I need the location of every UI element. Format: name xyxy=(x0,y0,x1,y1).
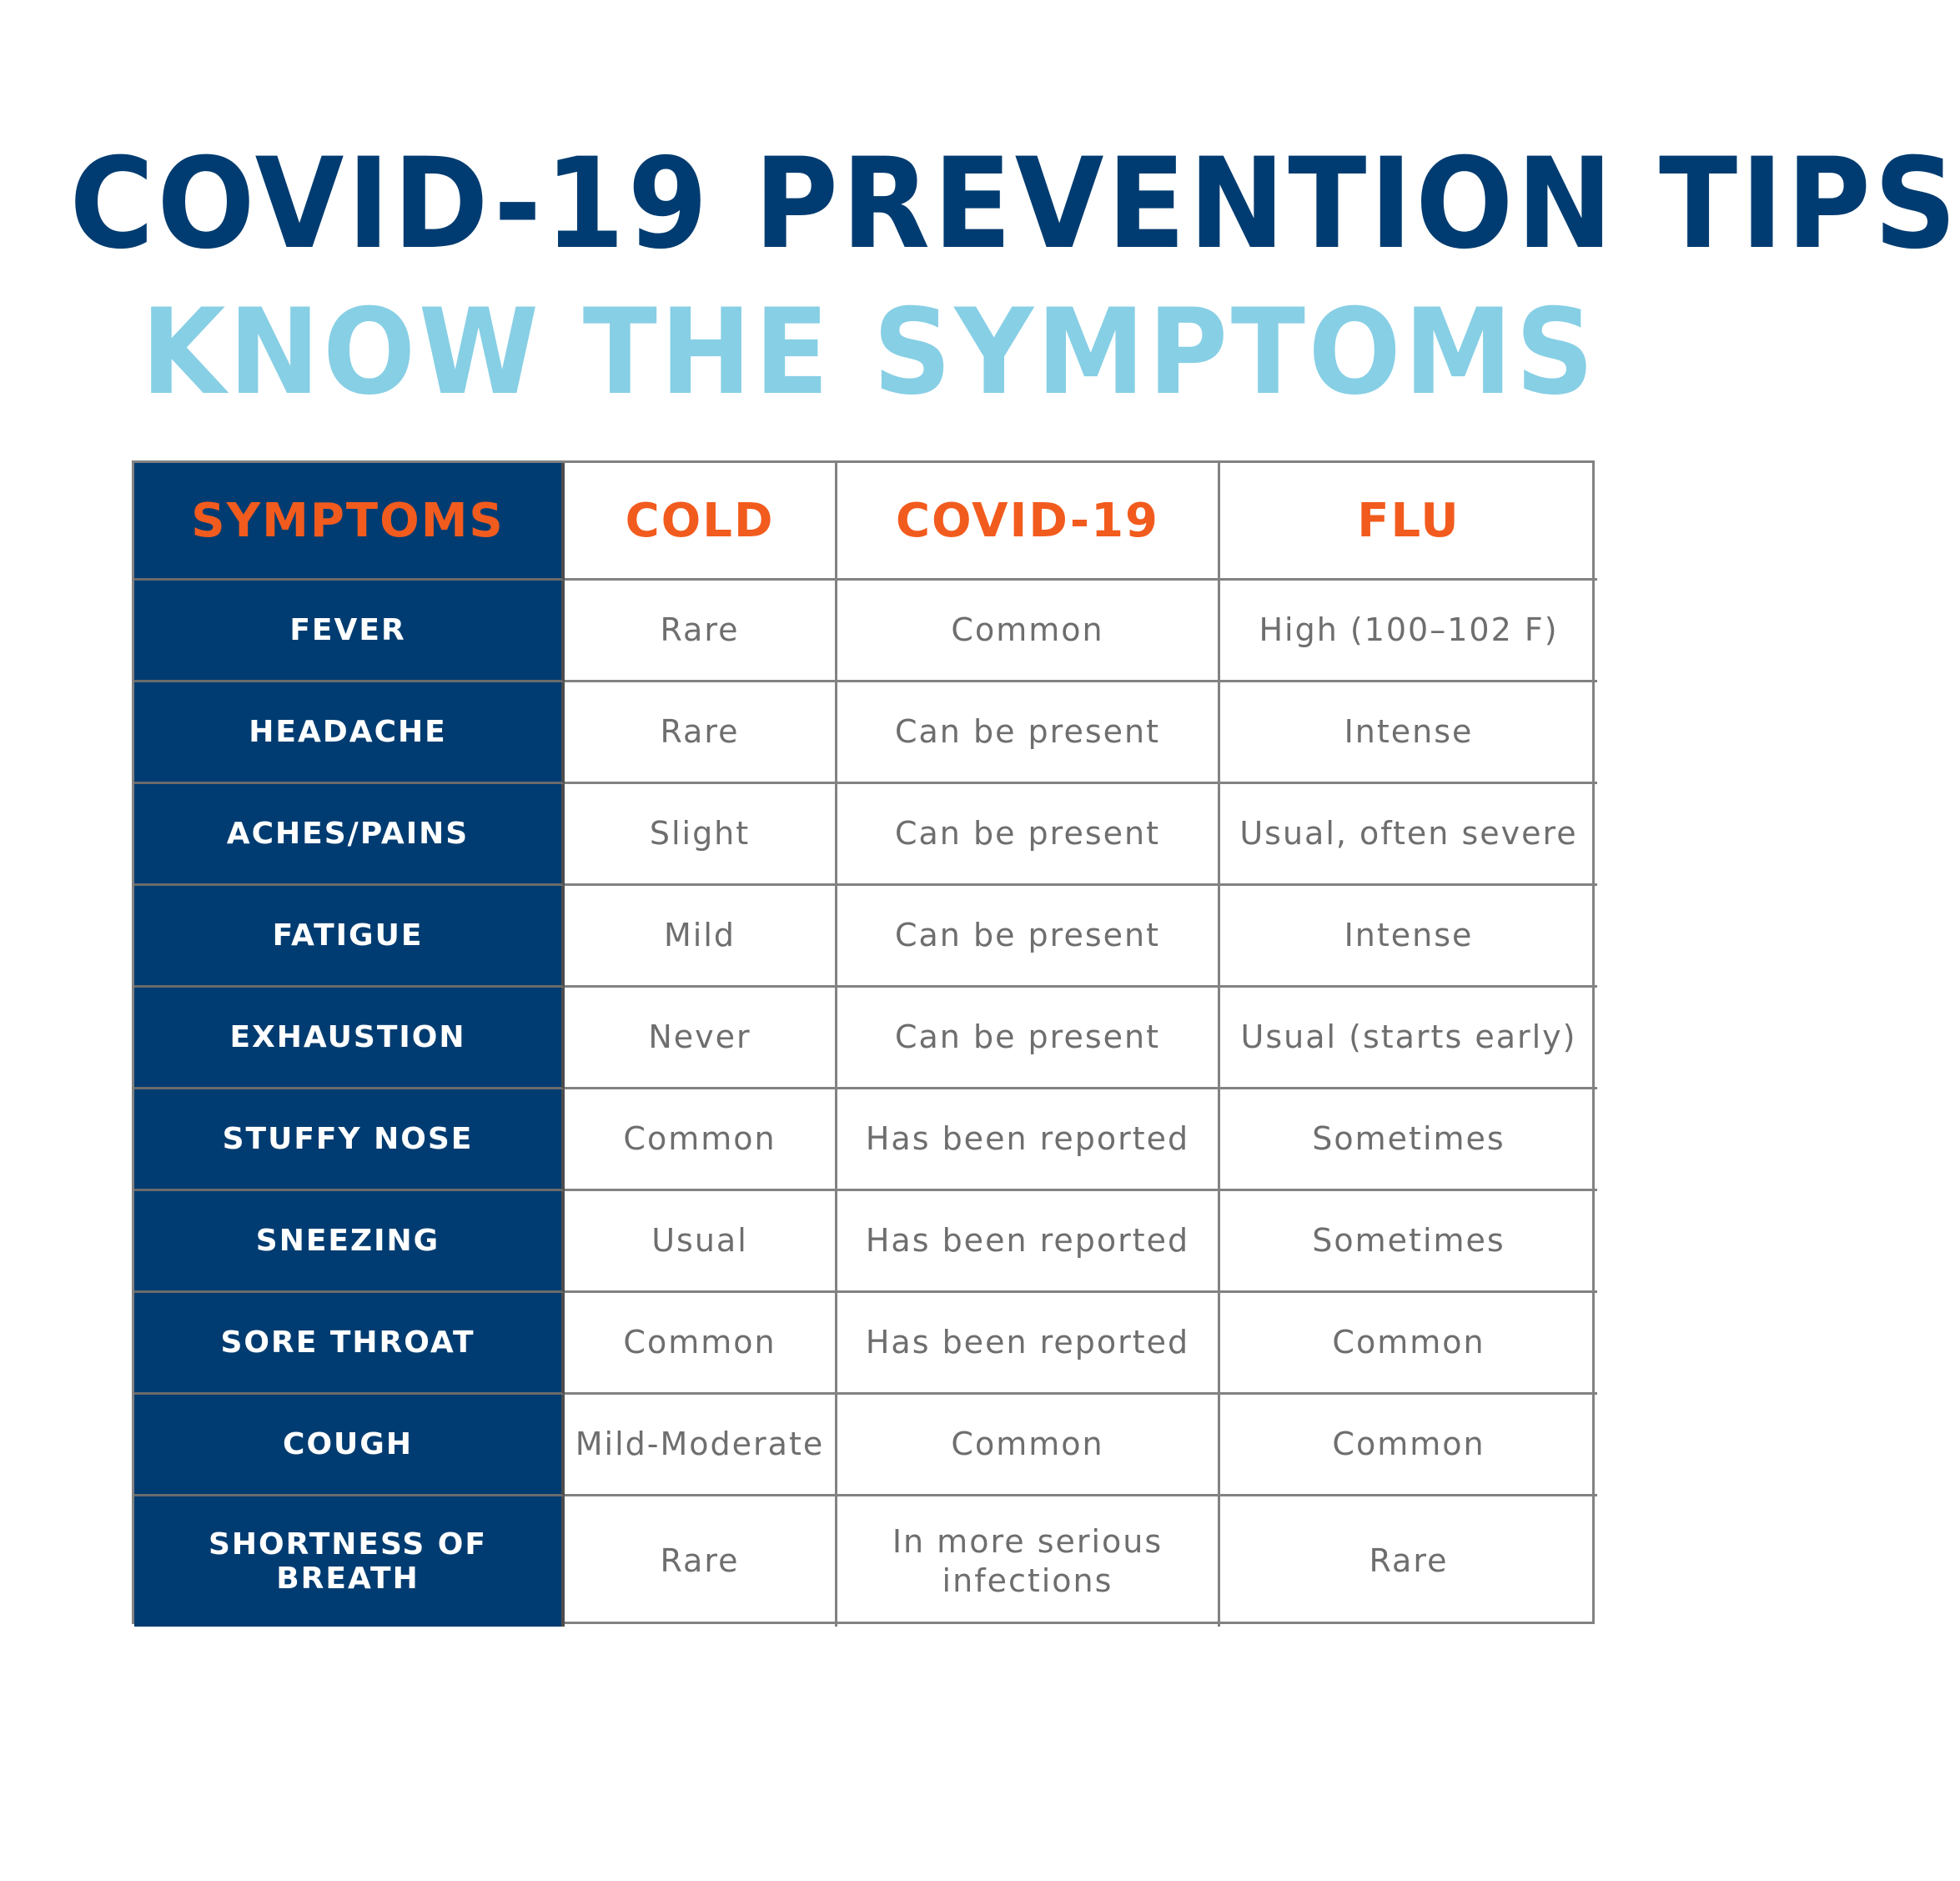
symptom-label: COUGH xyxy=(134,1395,565,1496)
covid-value: Has been reported xyxy=(837,1089,1220,1191)
cold-value: Mild xyxy=(565,886,837,988)
covid-value: Can be present xyxy=(837,988,1220,1089)
cold-value: Slight xyxy=(565,784,837,886)
flu-value: Common xyxy=(1220,1395,1597,1496)
symptom-label: FEVER xyxy=(134,581,565,682)
symptom-label: ACHES/PAINS xyxy=(134,784,565,886)
symptom-label: EXHAUSTION xyxy=(134,988,565,1089)
symptom-label: SHORTNESS OF BREATH xyxy=(134,1496,565,1627)
cold-value: Common xyxy=(565,1293,837,1395)
covid-value: Common xyxy=(837,581,1220,682)
cold-value: Usual xyxy=(565,1191,837,1293)
flu-value: Intense xyxy=(1220,886,1597,988)
cold-value: Mild-Moderate xyxy=(565,1395,837,1496)
symptoms-table xyxy=(132,460,1595,1624)
page-title: COVID-19 PREVENTION TIPS xyxy=(69,132,1960,277)
column-header-flu: FLU xyxy=(1220,463,1597,581)
flu-value: Usual (starts early) xyxy=(1220,988,1597,1089)
flu-value: Sometimes xyxy=(1220,1191,1597,1293)
symptom-label: FATIGUE xyxy=(134,886,565,988)
cold-value: Never xyxy=(565,988,837,1089)
symptom-label: SNEEZING xyxy=(134,1191,565,1293)
column-header-covid: COVID-19 xyxy=(837,463,1220,581)
symptom-label: HEADACHE xyxy=(134,682,565,784)
cold-value: Rare xyxy=(565,581,837,682)
cold-value: Common xyxy=(565,1089,837,1191)
page-subtitle: KNOW THE SYMPTOMS xyxy=(141,284,1597,421)
column-header-cold: COLD xyxy=(565,463,837,581)
flu-value: Common xyxy=(1220,1293,1597,1395)
cold-value: Rare xyxy=(565,1496,837,1627)
covid-value: Can be present xyxy=(837,682,1220,784)
flu-value: Rare xyxy=(1369,1542,1449,1580)
covid-value: Can be present xyxy=(837,784,1220,886)
covid-value: Can be present xyxy=(837,886,1220,988)
covid-value: Common xyxy=(837,1395,1220,1496)
symptom-label: SORE THROAT xyxy=(134,1293,565,1395)
flu-value: Sometimes xyxy=(1220,1089,1597,1191)
symptom-label: STUFFY NOSE xyxy=(134,1089,565,1191)
flu-value: Usual, often severe xyxy=(1220,784,1597,886)
flu-value: Intense xyxy=(1220,682,1597,784)
covid-value: In more serious infections xyxy=(837,1496,1220,1627)
column-header-symptoms: SYMPTOMS xyxy=(134,463,565,581)
covid-value: Has been reported xyxy=(837,1293,1220,1395)
flu-value: High (100–102 F) xyxy=(1220,581,1597,682)
cold-value: Rare xyxy=(565,682,837,784)
covid-value: Has been reported xyxy=(837,1191,1220,1293)
